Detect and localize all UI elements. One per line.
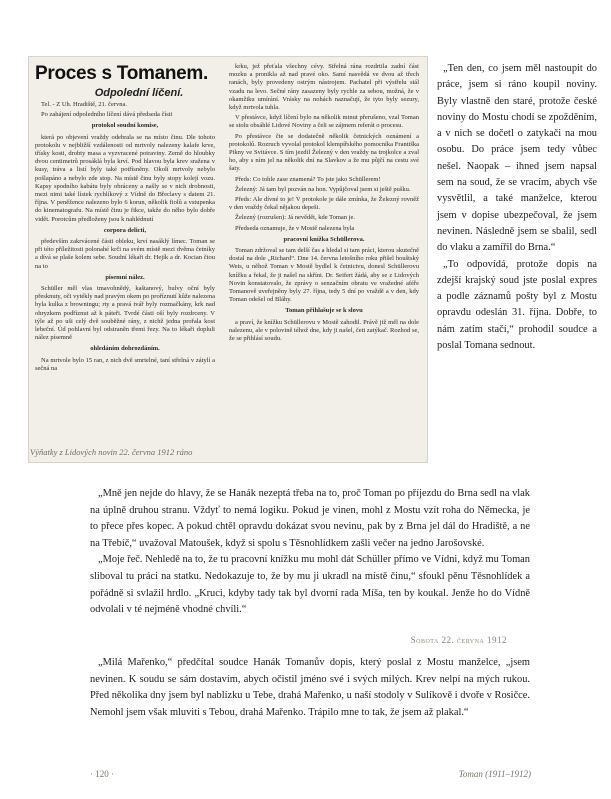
clipping-subheading: protokol soudní komise,: [91, 122, 159, 130]
clipping-paragraph: Předs: Co tohle zase znamená? To jste jako Schüllerem!: [235, 175, 381, 183]
clipping-paragraph: která po objevení vraždy odebrala se na místo činu. Dle tohoto protokolu v nejbližší vzdálenosti od mrtvoly nalezeny kalafe krve, třísky kosti, drobty masa a vyzvracené potraviny. Země do hloubky dvou centimetrů prosáklá byla krví. Pod hlavou byla krev sražena v kusy, tráva a listí byly také potřísněny. Okolí mrtvoly nebylo pošlapáno a nebylo zde stop. Na místě činu byly stopy kolejí vozu. Kapsy spodního kabátu byly obráceny a našly se v nich drobnosti, mezi nimi také lístek rychlíkový z Vídně do Břeclavy s datem 21. října. V peněžence nalezeno bylo 6 korun, několik fiolů a vstupenka do kinematografu. Na místě činu je fikce, takže do něho bylo dobře vidět. Porotcům předloženy jsou k nahlédnutí: [35, 133, 215, 223]
clipping-paragraph: krku, jež přeťala všechny cévy. Střelná rána rozdrtila zadní část mozku a pronikla až nad pravé oko. Samí nasvědá ve dvou až třech ranách, byly provedeny ostrým nástrojem. Pachatel při výstřelu stál vzadu na levo. Sečné rány zasazeny byly rychle za sebou, možná, že v okamžiku umírání. Vrásky na nohách naznačují, že tyto byly sezury, když mrtvola tuhla.: [229, 63, 419, 112]
clipping-paragraph: Železný: Já tam byl pozván na hon. Vypůjčoval jsem si ještě pušku.: [235, 185, 411, 193]
clipping-paragraph: Po zahájení odpoledního líčení dává předseda čísti: [41, 111, 173, 119]
paragraph: „Milá Mařenko,“ předčítal soudce Hanák Tomanův dopis, který poslal z Mostu manželce, „jsem nevinen. K soudu se sám dostavím, abych očistil jméno své i svých milých. Krev nelpí na mých rukou. Před několika dny jsem byl nablízku u Tebe, drahá Mařenko, u naší stodoly v Sulíkově i dvoře v Rosičce. Nemohl jsem však mluviti s Tebou, drahá Mařenko. Trápilo mne to tak, že jsem až plakal.“: [90, 657, 530, 718]
clipping-paragraph: a praví, že knížku Schüllerovu v Mostě zahodil. Právě již měl na dole nalezenu, ale v polovině téhož dne, kdy ji našel, četi zatýkač. Rozhod se, že se přihlásí soudu.: [229, 318, 419, 343]
clipping-paragraph: Železný (rozrušen): Já nevědět, kde Toman je.: [235, 214, 355, 222]
clipping-paragraph: Schüller měl vlas tmavohnědý, kaštanový, bulvy oční byly přesknuty, oči vytékly nad pravým okem po proříznutí kůže nalezena byla kulka z browningu; rty a pravá tvář byly rozmačkány, krk nad ohryzkem podříznut až k páteři. Tvrdé části oší byly rozdrceny. V týle až po uši celý dvě souběžné rány, z nichž jedna prořala kost lebeční. Úd pohlavní byl odstraněn třemi řezy. Na to lékaři dopluli nález písemně: [35, 285, 215, 342]
running-title: Toman (1911–1912): [458, 769, 531, 779]
paragraph: „Moje řeč. Nehledě na to, že tu pracovní knížku mu mohl dát Schüller přímo ve Vídni, když mu Toman sliboval tu práci na statku. Nedokazuje to, že by mu ji ukradl na místě činu,“ sfoukl pěnu Těsnohlídek a pořádně si svlažil hrdlo. „Kruci, kdyby tady tak byl dvorní rada Míša, ten by koukal. Jenže ho do Vídně odvolali v té nejméně vhodné chvíli.“: [90, 554, 530, 616]
side-column: [437, 61, 597, 354]
clipping-paragraph: Na mrtvole bylo 15 ran, z nich dvě smrtelné, taní střelná v zátylí a sečná na: [35, 356, 215, 372]
paragraph: „Mně jen nejde do hlavy, že se Hanák nezeptá třeba na to, proč Toman po příjezdu do Brna sedl na vlak na úplně druhou stranu. Vždyť to nemá logiku. Pokud je vinen, mohl z Mostu vzít roha do Německa, je to přece přes kopec. A pokud chtěl opravdu dokázat svou nevinu, pak by z Brna jel dál do Hradiště, a ne na Třebíč,“ uvažoval Matoušek, když si spolu s Těsnohlídkem zašli večer na jedno Jarošovské.: [90, 488, 530, 549]
paragraph: „Ten den, co jsem měl nastoupit do práce, jsem si ráno koupil noviny. Byly vlastně den staré, protože české noviny do Mostu chodí se zpožděním, a v nich se dočetl o zatykači na mou osobu. Do práce jsem tedy vůbec nešel. Naopak – ihned jsem napsal sem na soud, že se vracím, abych vše vysvětlil, a také manželce, kterou jsem v dopise ubezpečoval, že jsem nevinen. Následně jsem se sbalil, sedl do vlaku a zamířil do Brna.“: [437, 63, 597, 254]
clipping-title: Proces s Tomanem.: [35, 63, 209, 84]
clipping-subheading: Toman přihlašuje se k slovu: [285, 307, 363, 315]
clipping-subtitle: Odpolední líčení.: [94, 87, 184, 99]
clipping-column-right: [229, 63, 419, 444]
clipping-paragraph: V přestávce, když líčení bylo na několik minut přerušeno, vzal Toman se stolu obsáhlé Lidové Noviny a čeli se zájmem referát o procesu.: [229, 114, 419, 130]
newspaper-clipping: [28, 56, 428, 463]
clipping-paragraph: Toman zdržoval se tam delší čas a hledal si tam práci, kterou skutečně dostal na dole „Richard“. Dne 14. června letošního roku přišel houštský Weis, u něhož Toman v Mostě bydlel k četnictvu, donesl Schüllerovu knížku a řekal, že ji našel na skříni. Dr. Seifert žádá, aby se z Lidových Novin konstatovalo, že zprávy o senzačním obratu ve vražedné aféře Tomanově uveřejněny byly 27. října, tedy 5 dní po vraždě a v den, kdy Toman odešel od Bláhy.: [229, 247, 419, 304]
clipping-paragraph: Po přestávce čte se dodatečně několik četnických oznámení a protokolů. Rozruch vyvolal protokol klempířského pomocníka Františka Pikny ve Svitávce. S tím jezdil Železný v den vraždy na trojkolce a zval ho, aby s ním jel na několik dní na Slavkov a že mu půjčí na cestu své šaty.: [229, 132, 419, 173]
clipping-subheading: ohledáním dohrozdáním.: [90, 345, 160, 353]
paragraph: „To odpovídá, protože dopis na zdejší krajský soud jste poslal expres a podle záznamů pošty byl z Mostu opravdu odeslán 31. října. Dobře, to nám zatím stačí,“ prohodil soudce a poslal Tomana sednout.: [437, 258, 597, 352]
clipping-subheading: pracovní knížka Schüllerova.: [283, 235, 365, 243]
clipping-subheading: písemní nález.: [105, 273, 145, 281]
clipping-column-left: [35, 101, 215, 444]
clipping-caption: Výňatky z Lidových novin 22. června 1912 ráno: [30, 447, 193, 457]
section-date: Sobota 22. června 1912: [410, 635, 507, 645]
clipping-paragraph: Tel. - Z Uh. Hradiště, 21. června.: [41, 101, 128, 108]
main-text-block-1: [90, 486, 530, 619]
clipping-paragraph: Předs: Ale dívné to je! V protokole je dále zmínka, že Železný rovněž v den vraždy čekal nějakou depeši.: [229, 196, 419, 212]
clipping-subheading: corpora delicti,: [103, 226, 147, 234]
clipping-paragraph: Předseda oznamuje, že v Mostě nalezena byla: [235, 224, 355, 232]
main-text-block-2: [90, 655, 530, 721]
page-number: · 120 ·: [90, 769, 114, 779]
clipping-paragraph: především zakrvácené části obleku, krví nasáklý límec. Toman se při této příležitosti polonahé krči na svém místě mezi dvěma četníky a dívá se plaše kolem sebe. Soudní lékaři dr. Hejík a dr. Kocian čtou na to: [35, 238, 215, 270]
